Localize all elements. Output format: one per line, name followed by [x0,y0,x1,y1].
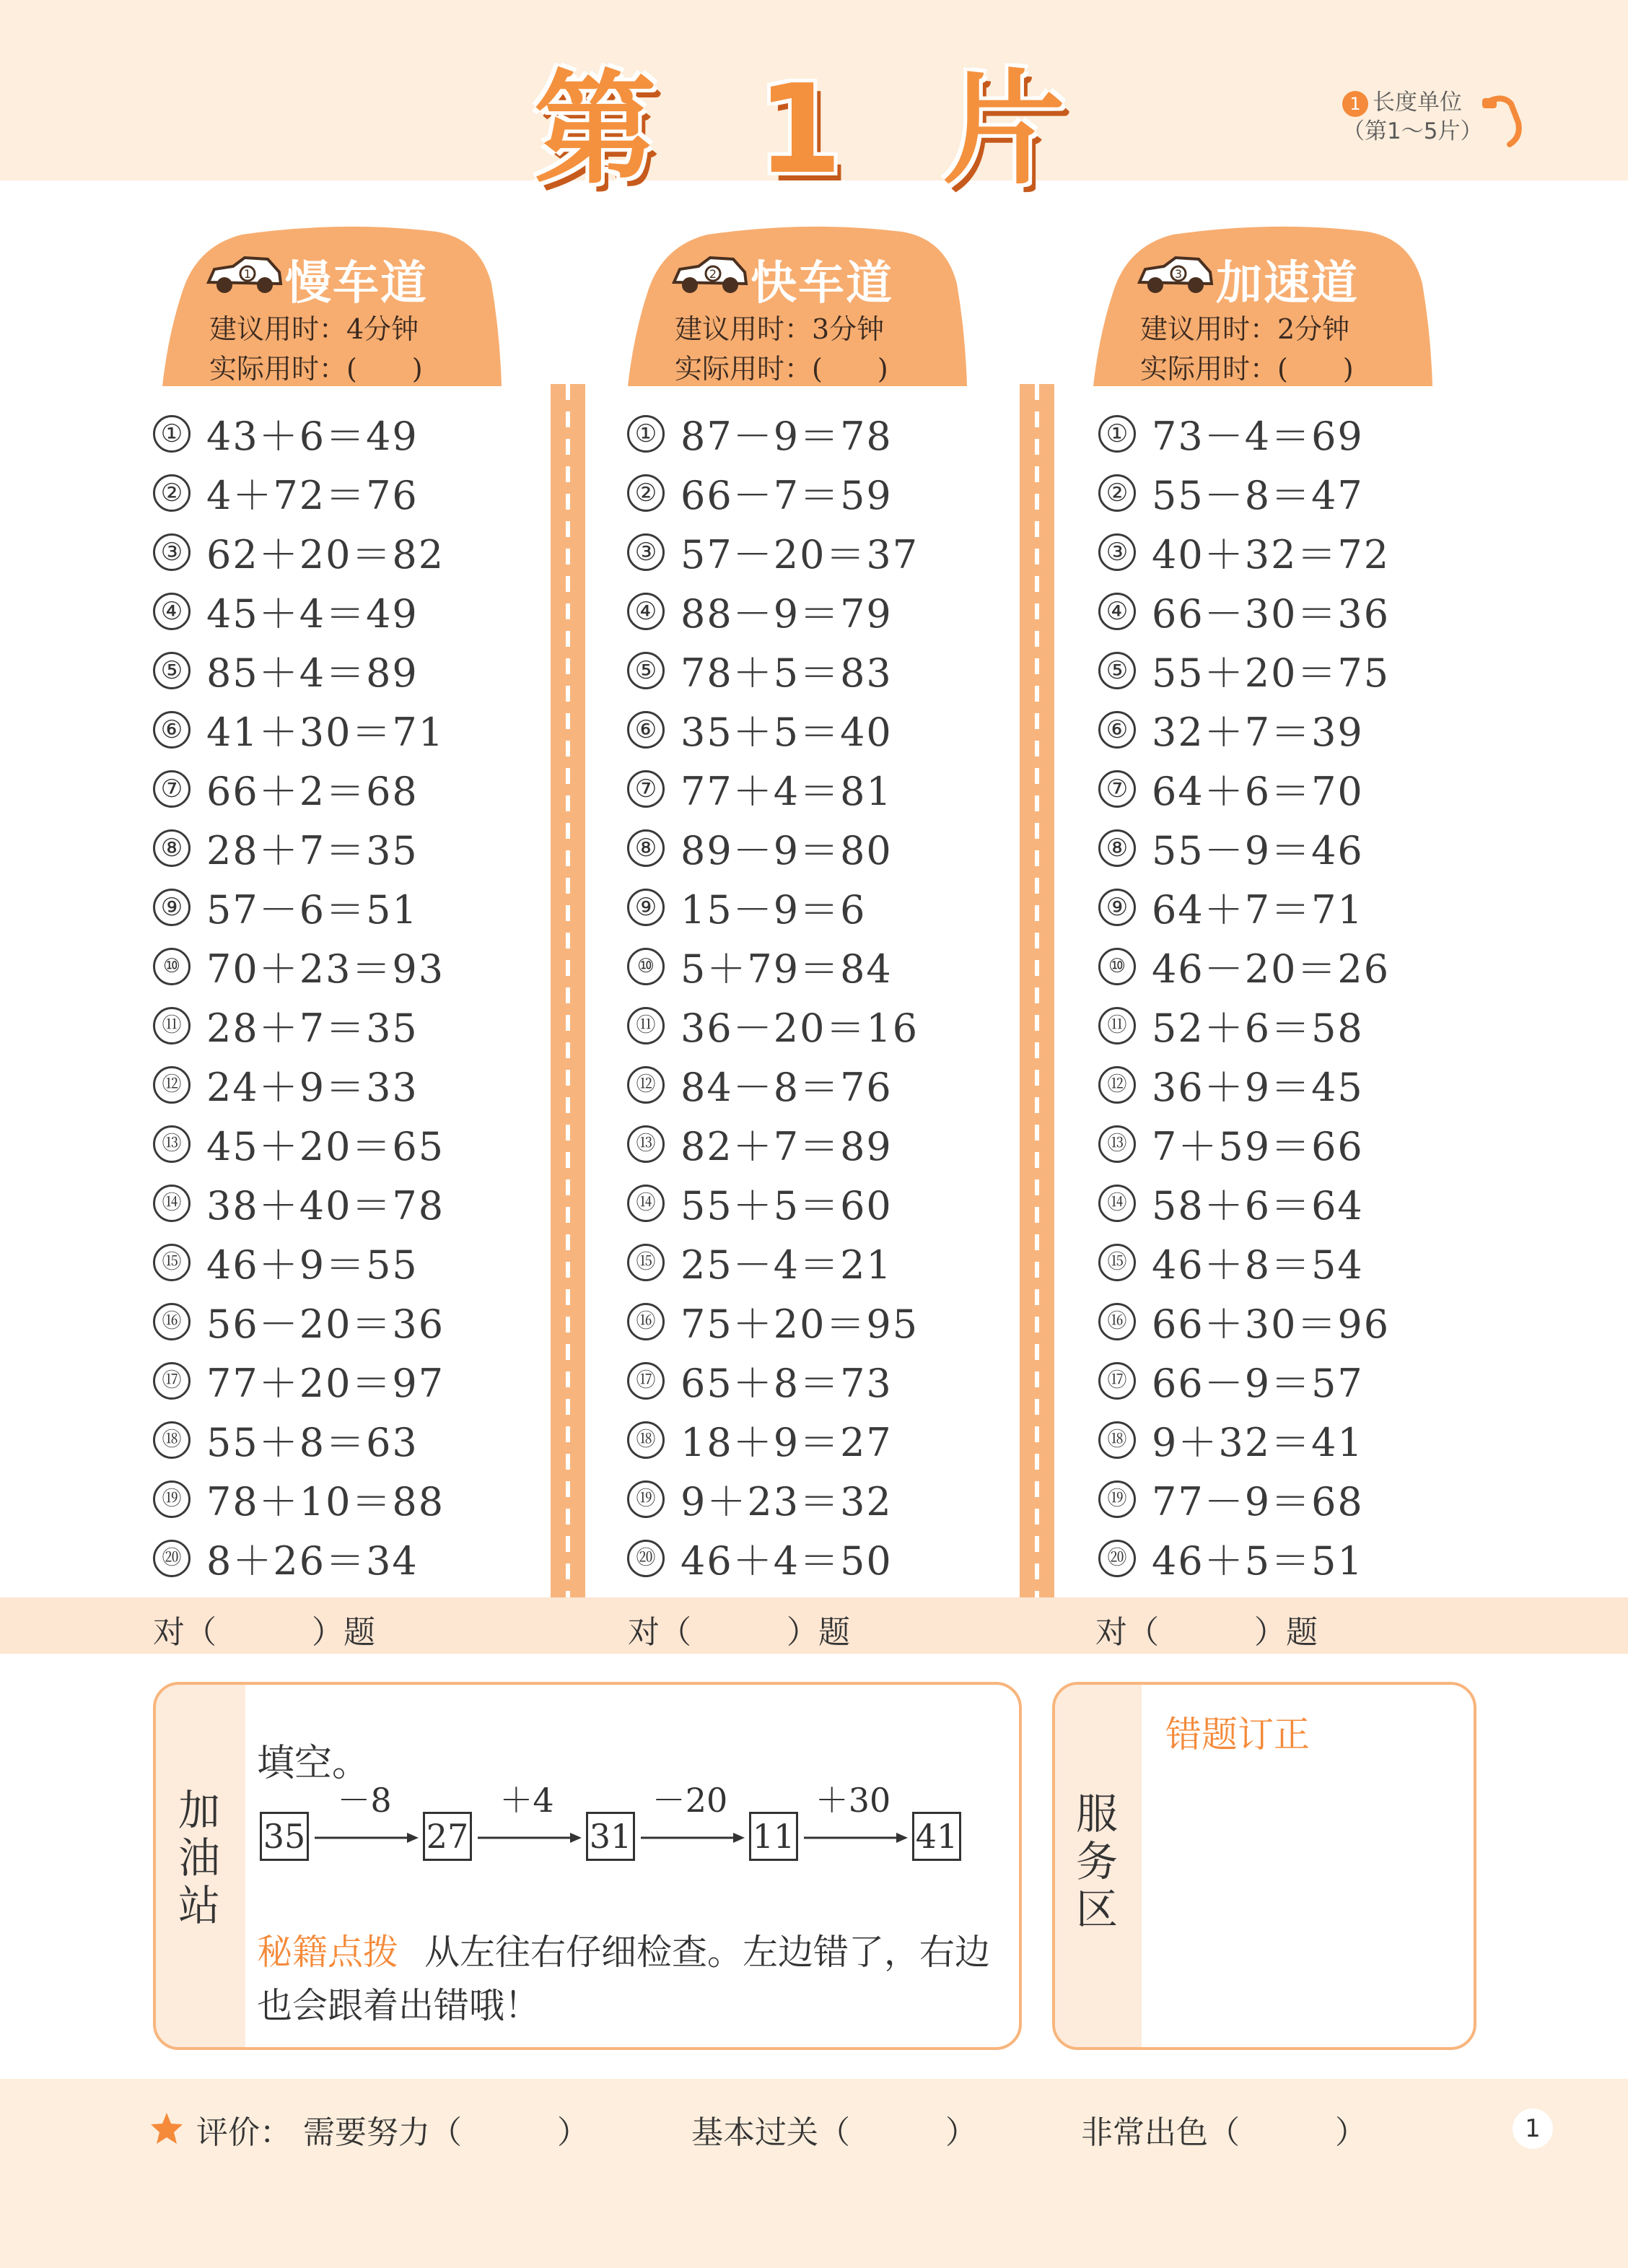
problem-row [627,1530,893,1589]
problem-row [1098,583,1390,642]
problem-number: ⑪ [627,1007,665,1044]
problem-number: ③ [1098,533,1136,571]
equation: 46＋8＝54 [1152,1242,1364,1288]
equation: 24＋9＝33 [206,1065,419,1110]
equation: 66－9＝57 [1152,1361,1364,1406]
equation: 78＋5＝83 [680,650,893,696]
problem-row [627,1471,893,1530]
problem-row [1098,1353,1364,1412]
problem-row [1098,998,1364,1057]
rating-label: 评价： [196,2114,292,2151]
problem-row [627,583,893,642]
race-car-icon [670,253,749,297]
problem-row [153,879,419,938]
equation: 55－9＝46 [1152,828,1364,873]
problem-row [153,1294,445,1353]
problem-row [627,1294,919,1353]
problem-number: ① [627,415,665,453]
problem-number: ⑬ [627,1125,665,1163]
problem-row [627,998,919,1057]
problem-number: ⑫ [153,1066,191,1104]
problem-number: ⑭ [153,1185,191,1222]
problem-number: ⑳ [153,1540,191,1577]
arrow-right-icon [802,1831,911,1845]
arrow-right-icon [639,1831,748,1845]
chain-operation: －8 [337,1781,392,1820]
problem-row [1098,406,1364,465]
problem-row [627,1116,893,1175]
problem-number: ⑪ [1098,1007,1136,1044]
equation: 40＋32＝72 [1152,532,1391,577]
problem-row [1098,879,1364,938]
equation: 8＋26＝34 [206,1538,419,1584]
equation: 9＋32＝41 [1152,1420,1364,1465]
page-number: 1 [1513,2108,1553,2149]
problem-row [1098,1294,1390,1353]
equation: 38＋40＝78 [206,1183,445,1229]
problem-row [627,1057,893,1116]
problem-number: ⑩ [627,948,665,985]
problem-row [153,1530,419,1589]
chain-box: 35 [260,1812,309,1861]
equation: 46＋4＝50 [680,1538,893,1584]
problem-number: ④ [153,593,191,630]
equation: 7＋59＝66 [1152,1124,1364,1169]
unit-name: 长度单位 [1373,90,1462,115]
equation: 87－9＝78 [680,414,893,459]
problem-number: ⑦ [627,770,665,808]
equation: 45＋4＝49 [206,591,419,637]
problem-row [1098,465,1364,524]
equation: 84－8＝76 [680,1065,893,1110]
problem-number: ⑭ [1098,1185,1136,1222]
actual-time: 实际用时：( ) [675,353,888,385]
problem-row [153,642,419,702]
problem-number: ⑱ [627,1421,665,1459]
suggested-time: 建议用时：4分钟 [209,313,419,345]
equation: 64＋7＝71 [1152,887,1364,933]
arrow-right-icon [476,1831,585,1845]
equation: 46＋5＝51 [1152,1538,1364,1584]
problem-row [153,1353,445,1412]
problem-number: ⑤ [153,652,191,689]
correction-title: 错题订正 [1165,1714,1310,1755]
problem-row [153,1116,445,1175]
lane-title: 快车道 [750,257,893,310]
problem-number: ⑭ [627,1185,665,1222]
problem-number: ⑨ [1098,889,1136,926]
problem-number: ⑲ [153,1480,191,1518]
problem-row [627,406,893,465]
chain-operation: ＋4 [499,1781,554,1820]
problem-row [1098,642,1390,702]
problem-number: ⑧ [153,829,191,867]
equation: 66＋30＝96 [1152,1301,1391,1347]
problem-number: ⑱ [1098,1421,1136,1459]
suggested-time: 建议用时：2分钟 [1140,313,1350,345]
equation: 66－30＝36 [1152,591,1391,637]
rating-excellent: 非常出色（ ） [1081,2114,1367,2151]
problem-row [627,702,893,761]
problem-number: ⑳ [627,1540,665,1577]
equation: 58＋6＝64 [1152,1183,1364,1229]
rating-pass: 基本过关（ ） [691,2114,977,2151]
equation: 57－6＝51 [206,887,419,933]
equation: 41＋30＝71 [206,710,445,755]
equation: 70＋23＝93 [206,946,445,992]
problem-row [153,820,419,879]
problem-number: ⑦ [1098,770,1136,808]
problem-number: ⑯ [627,1303,665,1340]
problem-number: ⑮ [627,1244,665,1281]
problem-row [153,1412,419,1471]
problem-row [153,406,419,465]
lane-divider [551,384,585,1598]
chain-box: 31 [586,1812,635,1861]
problem-row [627,938,893,998]
problem-number: ⑱ [153,1421,191,1459]
problem-number: ④ [627,593,665,630]
equation: 46－20＝26 [1152,946,1391,992]
car-number: 3 [1174,267,1183,281]
chain-box: 27 [423,1812,472,1861]
equation: 5＋79＝84 [680,946,893,992]
problem-number: ⑥ [153,711,191,749]
equation: 64＋6＝70 [1152,769,1364,814]
car-number: 2 [709,267,717,281]
gas-station-text: 加油站 [178,1786,220,1930]
equation: 56－20＝36 [206,1301,445,1347]
problem-number: ⑰ [627,1362,665,1400]
problem-row [153,938,445,998]
problem-row [627,761,893,820]
unit-range: （第1～5片） [1342,118,1483,144]
equation: 73－4＝69 [1152,414,1364,459]
problem-number: ⑬ [1098,1125,1136,1163]
problem-number: ② [153,474,191,512]
score-accel: 对（ ）题 [1095,1614,1318,1651]
problem-number: ⑧ [1098,829,1136,867]
problem-row [153,761,419,820]
unit-badge: 1 [1342,91,1368,117]
problem-row [153,465,419,524]
problem-row [1098,702,1364,761]
problem-number: ⑪ [153,1007,191,1044]
problem-row [627,820,893,879]
problem-number: ③ [153,533,191,571]
car-number: 1 [243,267,252,281]
race-car-icon [1135,253,1215,297]
equation: 55－8＝47 [1152,473,1364,518]
problem-row [153,1175,445,1234]
problem-number: ⑯ [153,1303,191,1340]
problem-number: ⑫ [627,1066,665,1104]
equation: 9＋23＝32 [680,1479,893,1525]
equation: 66－7＝59 [680,473,893,518]
tip-text: 从左往右仔细检查。左边错了，右边也会跟着出错哦！ [257,1932,991,2026]
problem-number: ⑥ [627,711,665,749]
equation: 78＋10＝88 [206,1479,445,1525]
gas-station-label [170,1787,228,1929]
chain-operation: －20 [652,1781,728,1820]
equation: 75＋20＝95 [680,1301,919,1347]
problem-row [153,583,419,642]
tip [257,1926,993,2033]
suggested-time: 建议用时：3分钟 [675,313,885,345]
chain-box: 41 [912,1812,961,1861]
problem-row [627,524,919,583]
equation: 46＋9＝55 [206,1242,419,1288]
problem-number: ⑰ [153,1362,191,1400]
equation: 55＋20＝75 [1152,650,1391,696]
lane-header-fast [628,226,967,386]
equation: 55＋8＝63 [206,1420,419,1465]
chain-box: 11 [749,1812,798,1861]
problem-number: ⑦ [153,770,191,808]
equation: 88－9＝79 [680,591,893,637]
problem-number: ⑯ [1098,1303,1136,1340]
equation: 4＋72＝76 [206,473,419,518]
equation: 77－9＝68 [1152,1479,1364,1525]
actual-time: 实际用时：( ) [209,353,423,385]
equation: 28＋7＝35 [206,828,419,873]
equation: 85＋4＝89 [206,650,419,696]
problem-row [153,1234,419,1294]
problem-number: ① [153,415,191,453]
problem-row [1098,1057,1364,1116]
service-area-label [1068,1790,1126,1933]
equation: 65＋8＝73 [680,1361,893,1406]
lane-header-slow [162,226,502,386]
equation: 82＋7＝89 [680,1124,893,1169]
problem-row [627,642,893,702]
problem-row [1098,1412,1364,1471]
problem-number: ⑤ [1098,652,1136,689]
problem-row [1098,1175,1364,1234]
problem-number: ② [1098,474,1136,512]
fuel-nozzle-icon [1481,94,1524,152]
lane-divider [1020,384,1054,1598]
equation: 62＋20＝82 [206,532,445,577]
equation: 77＋4＝81 [680,769,893,814]
problem-row [153,702,445,761]
rating-needs-work: 需要努力（ ） [303,2114,589,2151]
equation: 32＋7＝39 [1152,710,1364,755]
problem-number: ⑤ [627,652,665,689]
problem-number: ⑧ [627,829,665,867]
problem-row [1098,938,1390,998]
lane-title: 慢车道 [285,257,428,310]
lane-header-accel [1093,226,1432,386]
problem-row [1098,1234,1364,1294]
problem-row [1098,820,1364,879]
problem-number: ⑩ [153,948,191,985]
actual-time: 实际用时：( ) [1140,353,1354,385]
problem-number: ⑨ [627,889,665,926]
chain-operation: ＋30 [815,1781,891,1820]
problem-row [627,1175,893,1234]
problem-number: ⑬ [153,1125,191,1163]
problem-number: ① [1098,415,1136,453]
instruction: 填空。 [257,1742,370,1785]
problem-row [627,465,893,524]
equation: 52＋6＝58 [1152,1006,1364,1051]
problem-row [1098,1116,1364,1175]
problem-number: ⑫ [1098,1066,1136,1104]
problem-row [153,524,445,583]
problem-row [1098,761,1364,820]
equation: 15－9＝6 [680,887,867,933]
score-fast: 对（ ）题 [628,1614,850,1651]
equation: 43＋6＝49 [206,414,419,459]
tip-label: 秘籍点拨 [257,1932,399,1973]
arrow-right-icon [313,1831,421,1845]
equation: 35＋5＝40 [680,710,893,755]
problem-number: ② [627,474,665,512]
problem-row [153,1471,445,1530]
equation: 18＋9＝27 [680,1420,893,1465]
problem-row [1098,1530,1364,1589]
problem-number: ③ [627,533,665,571]
equation: 36＋9＝45 [1152,1065,1364,1110]
equation: 57－20＝37 [680,532,919,577]
problem-number: ⑳ [1098,1540,1136,1577]
problem-number: ⑥ [1098,711,1136,749]
problem-row [153,998,419,1057]
problem-number: ⑨ [153,889,191,926]
equation: 45＋20＝65 [206,1124,445,1169]
page-title: 第 1 片 [533,58,1095,201]
star-icon [149,2111,185,2147]
equation: 25－4＝21 [680,1242,893,1288]
problem-row [1098,1471,1364,1530]
equation: 77＋20＝97 [206,1361,445,1406]
race-car-icon [204,253,284,297]
equation: 36－20＝16 [680,1006,919,1051]
problem-row [627,1353,893,1412]
equation: 28＋7＝35 [206,1006,419,1051]
equation: 55＋5＝60 [680,1183,893,1229]
problem-number: ⑲ [627,1480,665,1518]
problem-number: ⑮ [153,1244,191,1281]
equation: 66＋2＝68 [206,769,419,814]
problem-row [153,1057,419,1116]
problem-number: ⑩ [1098,948,1136,985]
problem-number: ⑮ [1098,1244,1136,1281]
problem-number: ⑲ [1098,1480,1136,1518]
problem-number: ⑰ [1098,1362,1136,1400]
problem-row [627,1234,893,1294]
problem-number: ④ [1098,593,1136,630]
problem-row [627,879,866,938]
problem-row [627,1412,893,1471]
problem-row [1098,524,1390,583]
service-area-text: 服务区 [1075,1789,1118,1934]
lane-title: 加速道 [1216,257,1359,310]
score-slow: 对（ ）题 [153,1614,375,1651]
equation: 89－9＝80 [680,828,893,873]
